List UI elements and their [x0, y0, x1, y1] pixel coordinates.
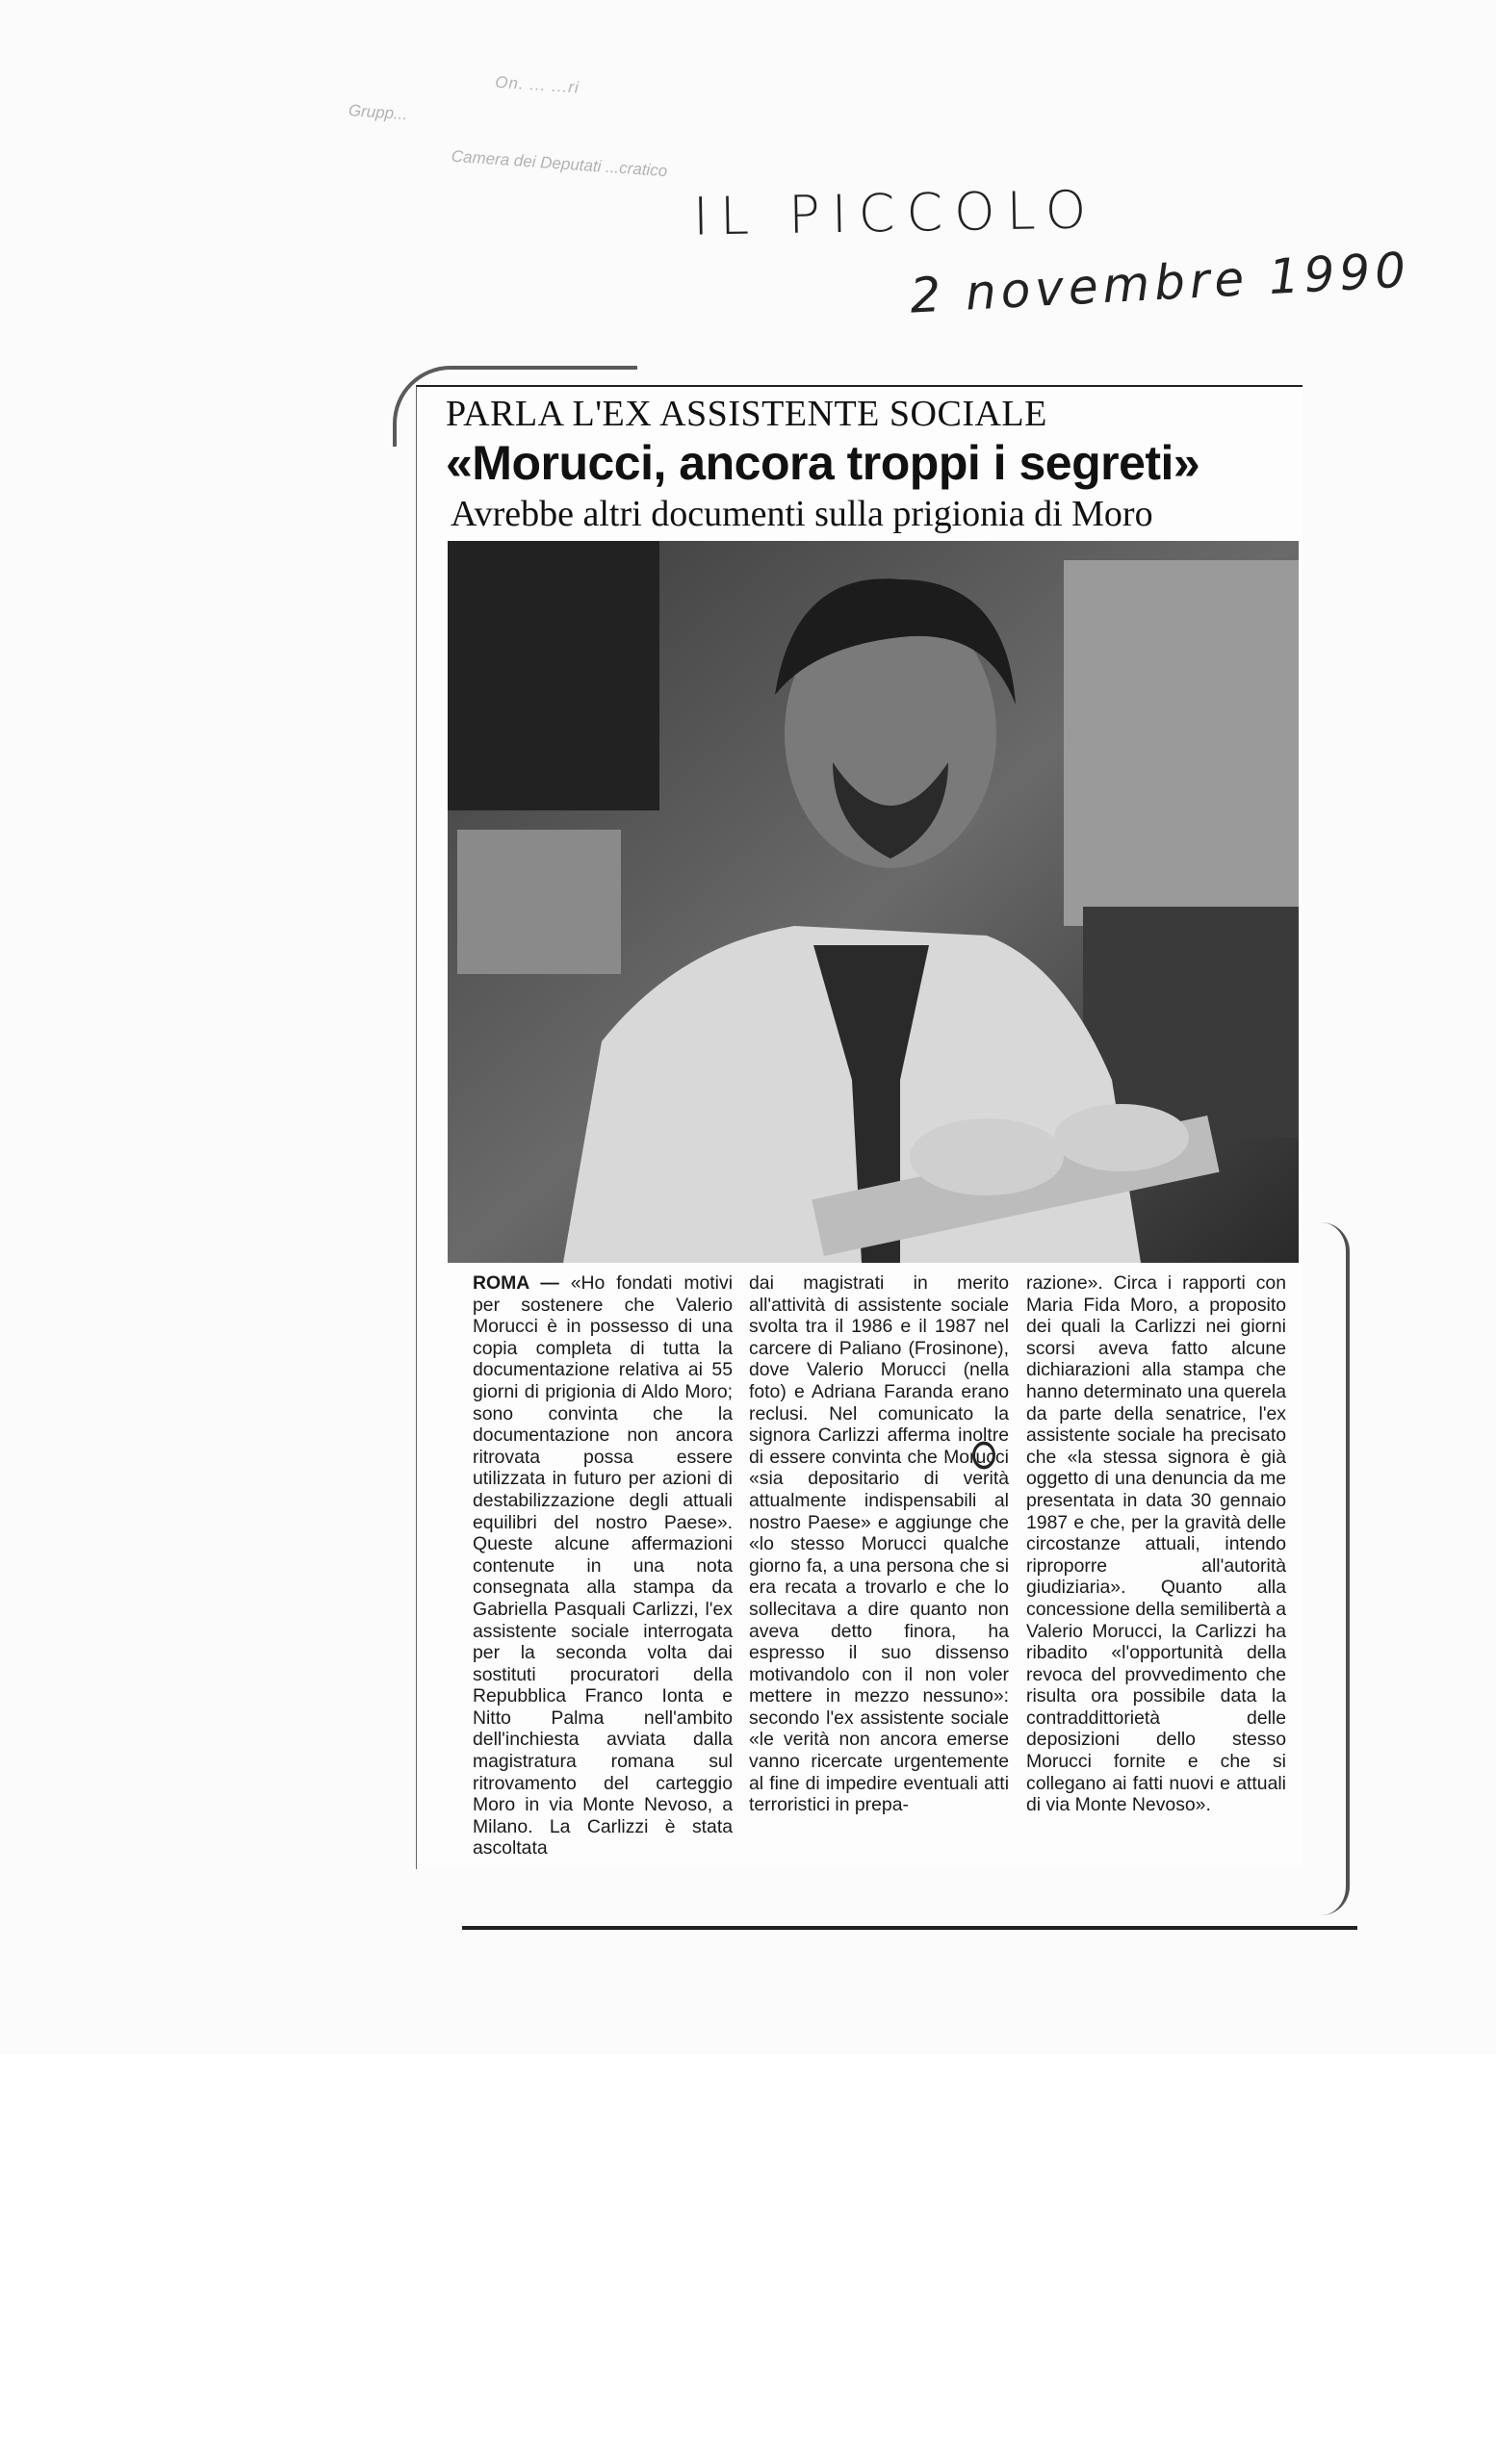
- stamp-line-3: Camera dei Deputati ...cratico: [451, 146, 668, 181]
- article-subhead: Avrebbe altri documenti sulla prigionia di Moro: [451, 494, 1153, 534]
- blank-page-margin: [0, 2055, 1496, 2464]
- article-kicker: PARLA L'EX ASSISTENTE SOCIALE: [446, 394, 1047, 434]
- stamp-line-2: Grupp...: [348, 101, 408, 124]
- column-1-text: «Ho fondati motivi per sostenere che Valerio Morucci è in possesso di una copia completa di tutta la documentazione relativa ai 55 giorni di prigionia di Aldo Moro; sono convinta che la documentazione non ancora ritrovata possa essere utilizzata in futuro per azioni di destabilizzazione degli attuali equilibri del nostro Paese». Queste alcune affermazioni contenute in una nota consegnata alla stampa da Gabriella Pasquali Carlizzi, l'ex assistente sociale interrogata per la seconda volta dai sostituti procuratori della Repubblica Franco Ionta e Nitto Palma nell'ambito dell'inchiesta avviata dalla magistratura romana sul ritrovamento del carteggio Moro in via Monte Nevoso, a Milano. La Carlizzi è stata ascoltata: [473, 1272, 733, 1860]
- photo-icon: [448, 541, 1299, 1263]
- pen-bracket-mark: [1307, 1222, 1350, 1915]
- clipping-bottom-rule: [462, 1926, 1357, 1930]
- article-photo: [448, 541, 1299, 1263]
- article-column-1: [473, 1272, 733, 1860]
- article-column-3: [1026, 1272, 1286, 1816]
- handwritten-date: 2 novembre 1990: [908, 242, 1412, 324]
- article-headline: «Morucci, ancora troppi i segreti»: [446, 436, 1200, 490]
- article-dateline: ROMA —: [473, 1272, 559, 1294]
- newspaper-clipping: [416, 385, 1303, 1869]
- stamp-line-1: On. ... ...ri: [494, 72, 580, 97]
- handwritten-newspaper-name: IL PICCOLO: [692, 179, 1098, 247]
- column-3-text: razione». Circa i rapporti con Maria Fida Moro, a proposito dei quali la Carlizzi nei giorni scorsi aveva fatto alcune dichiarazioni alla stampa che hanno determinato una querela da parte della senatrice, l'ex assistente sociale ha precisato che «la stessa signora è già oggetto di una denuncia da me presentata in data 30 gennaio 1987 e che, per la gravità delle circostanze attuali, intendo riproporre all'autorità giudiziaria». Quanto alla concessione della semilibertà a Valerio Morucci, la Carlizzi ha ribadito «l'opportunità della revoca del provvedimento che risulta ora possibile data la contraddittorietà delle deposizioni dello stesso Morucci fornite e che si collegano ai fatti nuovi e attuali di via Monte Nevoso».: [1026, 1272, 1286, 1816]
- pen-circle-mark: [972, 1442, 995, 1470]
- article-column-2: [749, 1272, 1009, 1816]
- column-2-text: dai magistrati in merito all'attività di assistente sociale svolta tra il 1986 e il 1987 nel carcere di Paliano (Frosinone), dove Valerio Morucci (nella foto) e Adriana Faranda erano reclusi. Nel comunicato la signora Carlizzi afferma inoltre di essere convinta che Morucci «sia depositario di verità attualmente indispensabili al nostro Paese» e aggiunge che «lo stesso Morucci qualche giorno fa, a una persona che si era recata a trovarlo e che lo sollecitava a dire quanto non aveva detto finora, ha espresso il suo dissenso motivandolo con il non voler mettere in mezzo nessuno»: secondo l'ex assistente sociale «le verità non ancora emerse vanno ricercate urgentemente al fine di impedire eventuali atti terroristici in prepa-: [749, 1272, 1009, 1816]
